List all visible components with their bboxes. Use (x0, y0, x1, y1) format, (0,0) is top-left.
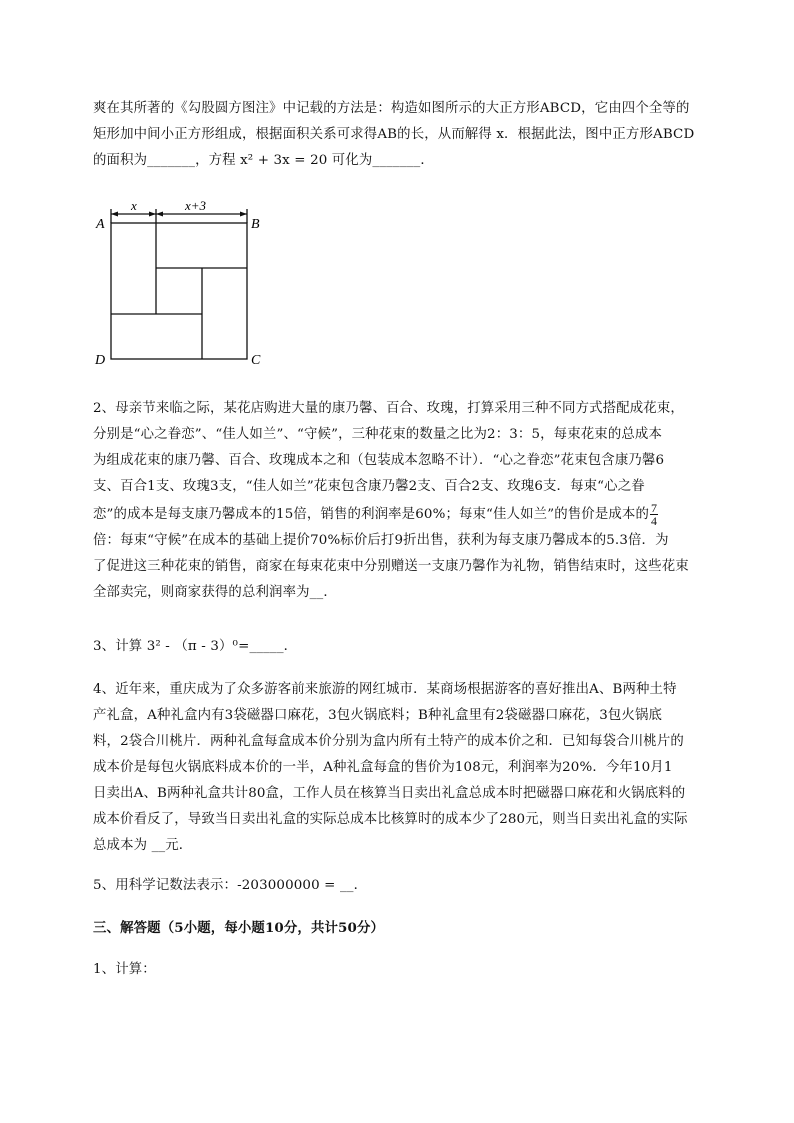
corner-label-a: A (96, 217, 105, 232)
text-line: 全部卖完，则商家获得的总利润率为__． (93, 585, 337, 600)
arrowhead (149, 212, 156, 217)
text-line: 3、计算 3² - （π - 3）⁰=_____． (93, 639, 298, 654)
corner-label-b: B (251, 217, 260, 232)
section-heading (93, 915, 733, 941)
text-line: 4、近年来，重庆成为了众多游客前来旅游的网红城市．某商场根据游客的喜好推出A、B两种土特 (93, 682, 677, 697)
text-line: 日卖出A、B两种礼盒共计80盒，工作人员在核算当日卖出礼盒总成本时把磁器口麻花和火锅底料的 (93, 786, 686, 801)
text-line: 总成本为 __元． (93, 838, 193, 853)
question-5 (93, 873, 733, 899)
text-line: 了促进这三种花束的销售，商家在每束花束中分别赠送一支康乃馨作为礼物，销售结束时，这些花束 (93, 559, 689, 574)
square-abcd-figure (90, 195, 270, 375)
text-line: 的面积为_______，方程 x² + 3x = 20 可化为_______． (93, 153, 434, 168)
text-line: 成本价是每包火锅底料成本价的一半，A种礼盒每盒的售价为108元，利润率为20%．今年10月1 (93, 760, 673, 775)
corner-label-c: C (251, 353, 261, 368)
outer-square (111, 223, 247, 359)
label-x-plus-3: x+3 (185, 198, 207, 213)
text-line: 成本价看反了，导致当日卖出礼盒的实际总成本比核算时的成本少了280元，则当日卖出礼盒的实际 (93, 812, 688, 827)
text-line: 恋”的成本是每支康乃馨成本的15倍，销售的利润率是60%；每束“佳人如兰”的售价是成本的 $\frac{7}{4}$ (93, 501, 658, 528)
text-line: 倍：每束“守候”在成本的基础上提价70%标价后打9折出售，获利为每支康乃馨成本的5.3倍．为 (93, 533, 669, 548)
text-line: 2、母亲节来临之际，某花店购进大量的康乃馨、百合、玫瑰，打算采用三种不同方式搭配成花束， (93, 401, 684, 416)
arrowhead (156, 212, 163, 217)
text-line: 爽在其所著的《勾股圆方图注》中记载的方法是：构造如图所示的大正方形ABCD，它由四个全等的 (93, 101, 690, 116)
text-line: 分别是“心之眷恋”、“佳人如兰”、“守候”，三种花束的数量之比为2：3：5，每束花束的总成本 (93, 427, 662, 442)
arrowhead (240, 212, 247, 217)
text-line: 支、百合1支、玫瑰3支，“佳人如兰”花束包含康乃馨2支、百合2支、玫瑰6支．每束“心之眷 (93, 479, 645, 494)
question-3 (93, 634, 733, 660)
text-line: 5、用科学记数法表示：-203000000 = __． (93, 878, 368, 893)
corner-label-d: D (95, 353, 106, 368)
text-line: 产礼盒，A种礼盒内有3袋磁器口麻花，3包火锅底料；B种礼盒里有2袋磁器口麻花，3包火锅底 (93, 708, 663, 723)
section3-question-1 (93, 957, 733, 983)
text-line: 为组成花束的康乃馨、百合、玫瑰成本之和（包装成本忽略不计）．“心之眷恋”花束包含康乃馨6 (93, 453, 665, 468)
fraction-seven-fourths: $\frac{7}{4}$ (651, 501, 658, 528)
question-2 (93, 396, 733, 606)
question-4 (93, 677, 733, 859)
section-title: 三、解答题（5小题，每小题10分，共计50分） (93, 920, 385, 936)
question-1-continuation (93, 96, 733, 174)
text-line: 料，2袋合川桃片．两种礼盒每盒成本价分别为盒内所有土特产的成本价之和．已知每袋合川桃片的 (93, 734, 684, 749)
arrowhead (111, 212, 118, 217)
label-x: x (131, 198, 137, 213)
text-line: 1、计算： (93, 962, 156, 977)
text-line: 矩形加中间小正方形组成，根据面积关系可求得AB的长，从而解得 x．根据此法，图中正方形ABCD (93, 127, 695, 142)
